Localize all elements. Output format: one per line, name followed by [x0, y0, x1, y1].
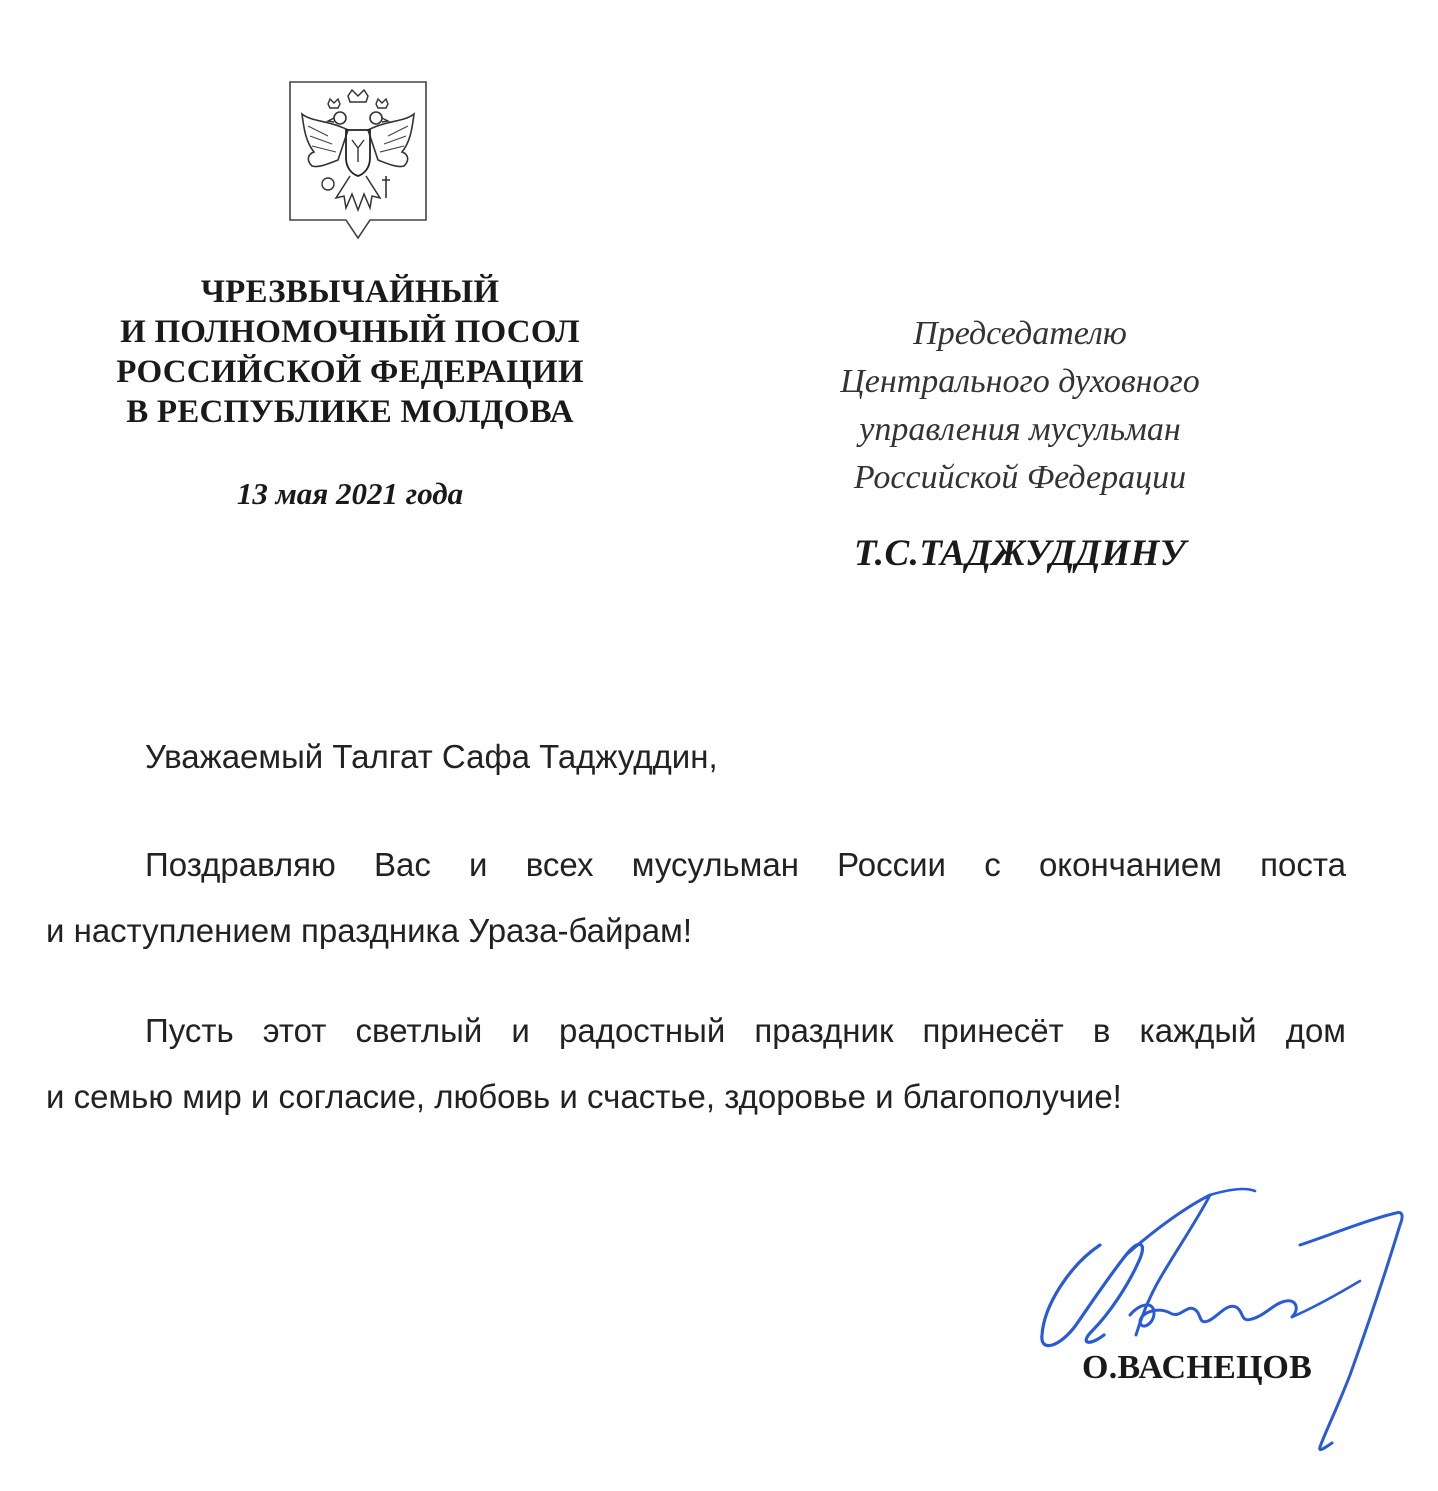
- salutation: Уважаемый Талгат Сафа Таджуддин,: [145, 738, 718, 775]
- recipient-title-line: Российской Федерации: [853, 459, 1187, 496]
- sender-title-line: И ПОЛНОМОЧНЫЙ ПОСОЛ: [120, 314, 580, 350]
- signature-stroke: [1210, 1189, 1255, 1195]
- handwritten-signature: [1030, 1185, 1420, 1455]
- paragraph-line: Пусть этот светлый и радостный праздник принесёт в каждый дом: [145, 1012, 1346, 1049]
- body-paragraph: [46, 998, 1346, 1130]
- body-paragraph: [46, 832, 1346, 964]
- recipient-title: [760, 310, 1280, 502]
- signer-name: О.ВАСНЕЦОВ: [1082, 1349, 1313, 1386]
- coat-of-arms-emblem: [288, 80, 428, 242]
- paragraph-line: Поздравляю Вас и всех мусульман России с окончанием поста: [145, 846, 1346, 883]
- sender-title-line: В РЕСПУБЛИКЕ МОЛДОВА: [126, 394, 574, 430]
- recipient-name: Т.С.ТАДЖУДДИНУ: [853, 533, 1186, 574]
- recipient-title-line: управления мусульман: [859, 411, 1181, 448]
- sender-title: [60, 272, 640, 432]
- letter-date: 13 мая 2021 года: [236, 476, 464, 511]
- signature-stroke: [1042, 1244, 1143, 1345]
- sender-title-line: ЧРЕЗВЫЧАЙНЫЙ: [200, 274, 500, 310]
- paragraph-line: и наступлением праздника Ураза-байрам!: [46, 912, 692, 949]
- signature-stroke: [1300, 1213, 1402, 1450]
- signature-stroke: [1292, 1281, 1360, 1317]
- signature-stroke: [1130, 1301, 1296, 1326]
- paragraph-line: и семью мир и согласие, любовь и счастье, здоровье и благополучие!: [46, 1078, 1122, 1115]
- recipient-title-line: Центрального духовного: [840, 363, 1200, 400]
- recipient-title-line: Председателю: [913, 315, 1127, 352]
- sender-title-line: РОССИЙСКОЙ ФЕДЕРАЦИИ: [116, 354, 584, 390]
- double-headed-eagle-icon: [288, 80, 428, 242]
